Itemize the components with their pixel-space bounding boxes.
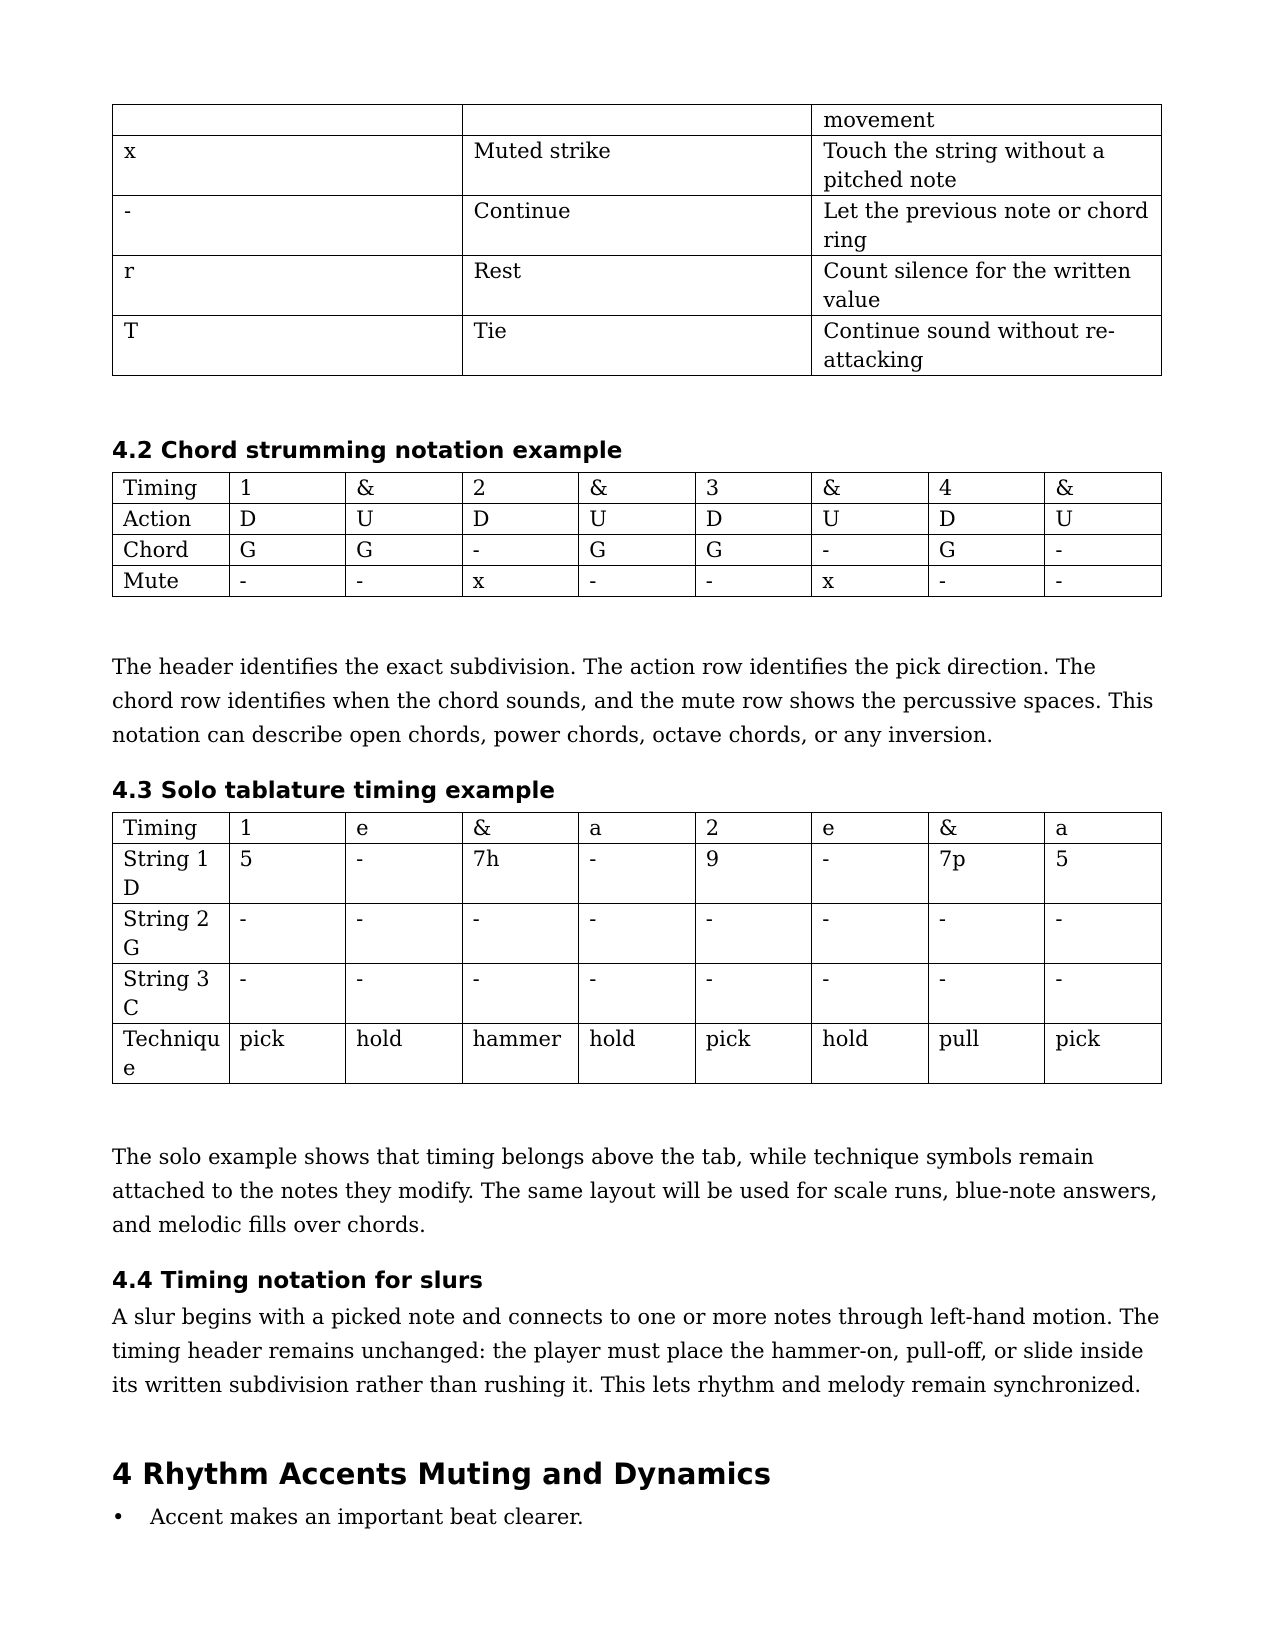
table-cell: Count silence for the written value — [812, 256, 1162, 316]
bullet-list — [112, 1500, 584, 1534]
table-cell: U — [579, 504, 696, 535]
table-row — [113, 904, 1162, 964]
table-row — [113, 105, 1162, 136]
table-cell: Let the previous note or chord ring — [812, 196, 1162, 256]
table-cell: - — [812, 535, 929, 566]
table-row — [113, 196, 1162, 256]
table-cell: U — [812, 504, 929, 535]
notation-legend-table — [112, 104, 1162, 376]
table-cell: e — [812, 813, 929, 844]
section-4-4-paragraph: A slur begins with a picked note and connects to one or more notes through left-hand motion. The timing header remains unchanged: the player must place the hammer-on, pull-off, or slide inside its written subdivision rather than rushing it. This lets rhythm and melody remain synchronized. — [112, 1305, 1160, 1397]
table-cell: pick — [1045, 1024, 1162, 1084]
table-cell: - — [812, 964, 929, 1024]
list-item-text: Accent makes an important beat clearer. — [150, 1505, 584, 1529]
table-row — [113, 256, 1162, 316]
table-cell: - — [579, 566, 696, 597]
table-cell: 7p — [928, 844, 1045, 904]
table-cell: - — [1045, 566, 1162, 597]
table-cell: G — [346, 535, 463, 566]
table-cell: Muted strike — [462, 136, 812, 196]
table-cell: - — [812, 904, 929, 964]
table-cell: U — [1045, 504, 1162, 535]
table-cell: 2 — [695, 813, 812, 844]
table-row — [113, 844, 1162, 904]
table-cell: & — [346, 473, 463, 504]
table-cell: 9 — [695, 844, 812, 904]
table-cell: Continue — [462, 196, 812, 256]
table-row — [113, 535, 1162, 566]
section-4-3-heading: 4.3 Solo tablature timing example — [112, 778, 555, 804]
table-cell: - — [1045, 904, 1162, 964]
section-4-heading: 4 Rhythm Accents Muting and Dynamics — [112, 1457, 772, 1491]
table-cell: hammer — [462, 1024, 579, 1084]
table-cell: hold — [579, 1024, 696, 1084]
table-cell: Touch the string without a pitched note — [812, 136, 1162, 196]
section-4-2-heading: 4.2 Chord strumming notation example — [112, 438, 623, 464]
table-cell: - — [1045, 535, 1162, 566]
table-cell: x — [462, 566, 579, 597]
section-4-3-paragraph: The solo example shows that timing belongs above the tab, while technique symbols remain attached to the notes they modify. The same layout will be used for scale runs, blue-note answers, and melodic fills over chords. — [112, 1145, 1158, 1237]
table-cell: String 2 G — [113, 904, 230, 964]
table-cell: D — [695, 504, 812, 535]
table-cell: & — [928, 813, 1045, 844]
tab-table-body — [113, 813, 1162, 1084]
table-row — [113, 813, 1162, 844]
bullet-icon: • — [112, 1505, 125, 1529]
table-cell: & — [1045, 473, 1162, 504]
table-cell: movement — [812, 105, 1162, 136]
table-cell: pick — [695, 1024, 812, 1084]
table-cell: 2 — [462, 473, 579, 504]
table-cell: 5 — [1045, 844, 1162, 904]
table-cell: - — [928, 904, 1045, 964]
table-cell: G — [928, 535, 1045, 566]
table-cell: Timing — [113, 813, 230, 844]
table-cell: - — [579, 964, 696, 1024]
table-cell: G — [579, 535, 696, 566]
table-cell: - — [579, 844, 696, 904]
table-cell: 1 — [229, 813, 346, 844]
table-cell: r — [113, 256, 463, 316]
table-row — [113, 136, 1162, 196]
table-cell: - — [113, 196, 463, 256]
table-cell: - — [346, 566, 463, 597]
table-row — [113, 504, 1162, 535]
table-cell: - — [346, 964, 463, 1024]
table-cell: x — [113, 136, 463, 196]
table-row — [113, 566, 1162, 597]
table-cell: G — [229, 535, 346, 566]
table-cell: hold — [812, 1024, 929, 1084]
table-cell: pull — [928, 1024, 1045, 1084]
list-item — [112, 1500, 584, 1534]
table-cell: 4 — [928, 473, 1045, 504]
table-cell: - — [346, 844, 463, 904]
table-cell: - — [695, 904, 812, 964]
table-cell: String 1 D — [113, 844, 230, 904]
table-cell: - — [928, 566, 1045, 597]
table-cell: - — [462, 535, 579, 566]
table-cell: 1 — [229, 473, 346, 504]
table-cell: & — [462, 813, 579, 844]
table-row — [113, 964, 1162, 1024]
section-4-2-paragraph: The header identifies the exact subdivision. The action row identifies the pick direction. The chord row identifies when the chord sounds, and the mute row shows the percussive spaces. This notation can describe open chords, power chords, octave chords, or any inversion. — [112, 655, 1154, 747]
table-cell: - — [695, 964, 812, 1024]
table-cell: - — [812, 844, 929, 904]
table-cell: 7h — [462, 844, 579, 904]
table-cell: & — [579, 473, 696, 504]
table-row — [113, 316, 1162, 376]
table-row — [113, 1024, 1162, 1084]
table-cell: - — [462, 904, 579, 964]
table-cell: G — [695, 535, 812, 566]
table-cell: Rest — [462, 256, 812, 316]
table-cell: Mute — [113, 566, 230, 597]
table-cell: 5 — [229, 844, 346, 904]
table-cell: - — [695, 566, 812, 597]
table-cell: - — [346, 904, 463, 964]
table-cell: a — [1045, 813, 1162, 844]
table-cell: Tie — [462, 316, 812, 376]
table-cell: Timing — [113, 473, 230, 504]
table-cell: - — [928, 964, 1045, 1024]
table-cell: & — [812, 473, 929, 504]
table-cell: String 3 C — [113, 964, 230, 1024]
table-cell: - — [229, 904, 346, 964]
solo-tablature-table — [112, 812, 1162, 1084]
table-cell: Technique — [113, 1024, 230, 1084]
table-cell: x — [812, 566, 929, 597]
table-cell: hold — [346, 1024, 463, 1084]
table-cell: T — [113, 316, 463, 376]
table-cell: D — [229, 504, 346, 535]
table-cell: - — [1045, 964, 1162, 1024]
table-cell: pick — [229, 1024, 346, 1084]
table-cell: Action — [113, 504, 230, 535]
table-row — [113, 473, 1162, 504]
table-cell: e — [346, 813, 463, 844]
table-cell: D — [928, 504, 1045, 535]
table-cell: a — [579, 813, 696, 844]
table-cell: - — [229, 964, 346, 1024]
table-cell — [113, 105, 463, 136]
table-cell — [462, 105, 812, 136]
section-4-4-heading: 4.4 Timing notation for slurs — [112, 1268, 483, 1294]
table-cell: 3 — [695, 473, 812, 504]
table-cell: D — [462, 504, 579, 535]
table-cell: - — [579, 904, 696, 964]
table-cell: U — [346, 504, 463, 535]
table-cell: Continue sound without re-attacking — [812, 316, 1162, 376]
table-cell: Chord — [113, 535, 230, 566]
legend-table-body — [113, 105, 1162, 376]
strum-table-body — [113, 473, 1162, 597]
table-cell: - — [462, 964, 579, 1024]
table-cell: - — [229, 566, 346, 597]
chord-strumming-table — [112, 472, 1162, 597]
